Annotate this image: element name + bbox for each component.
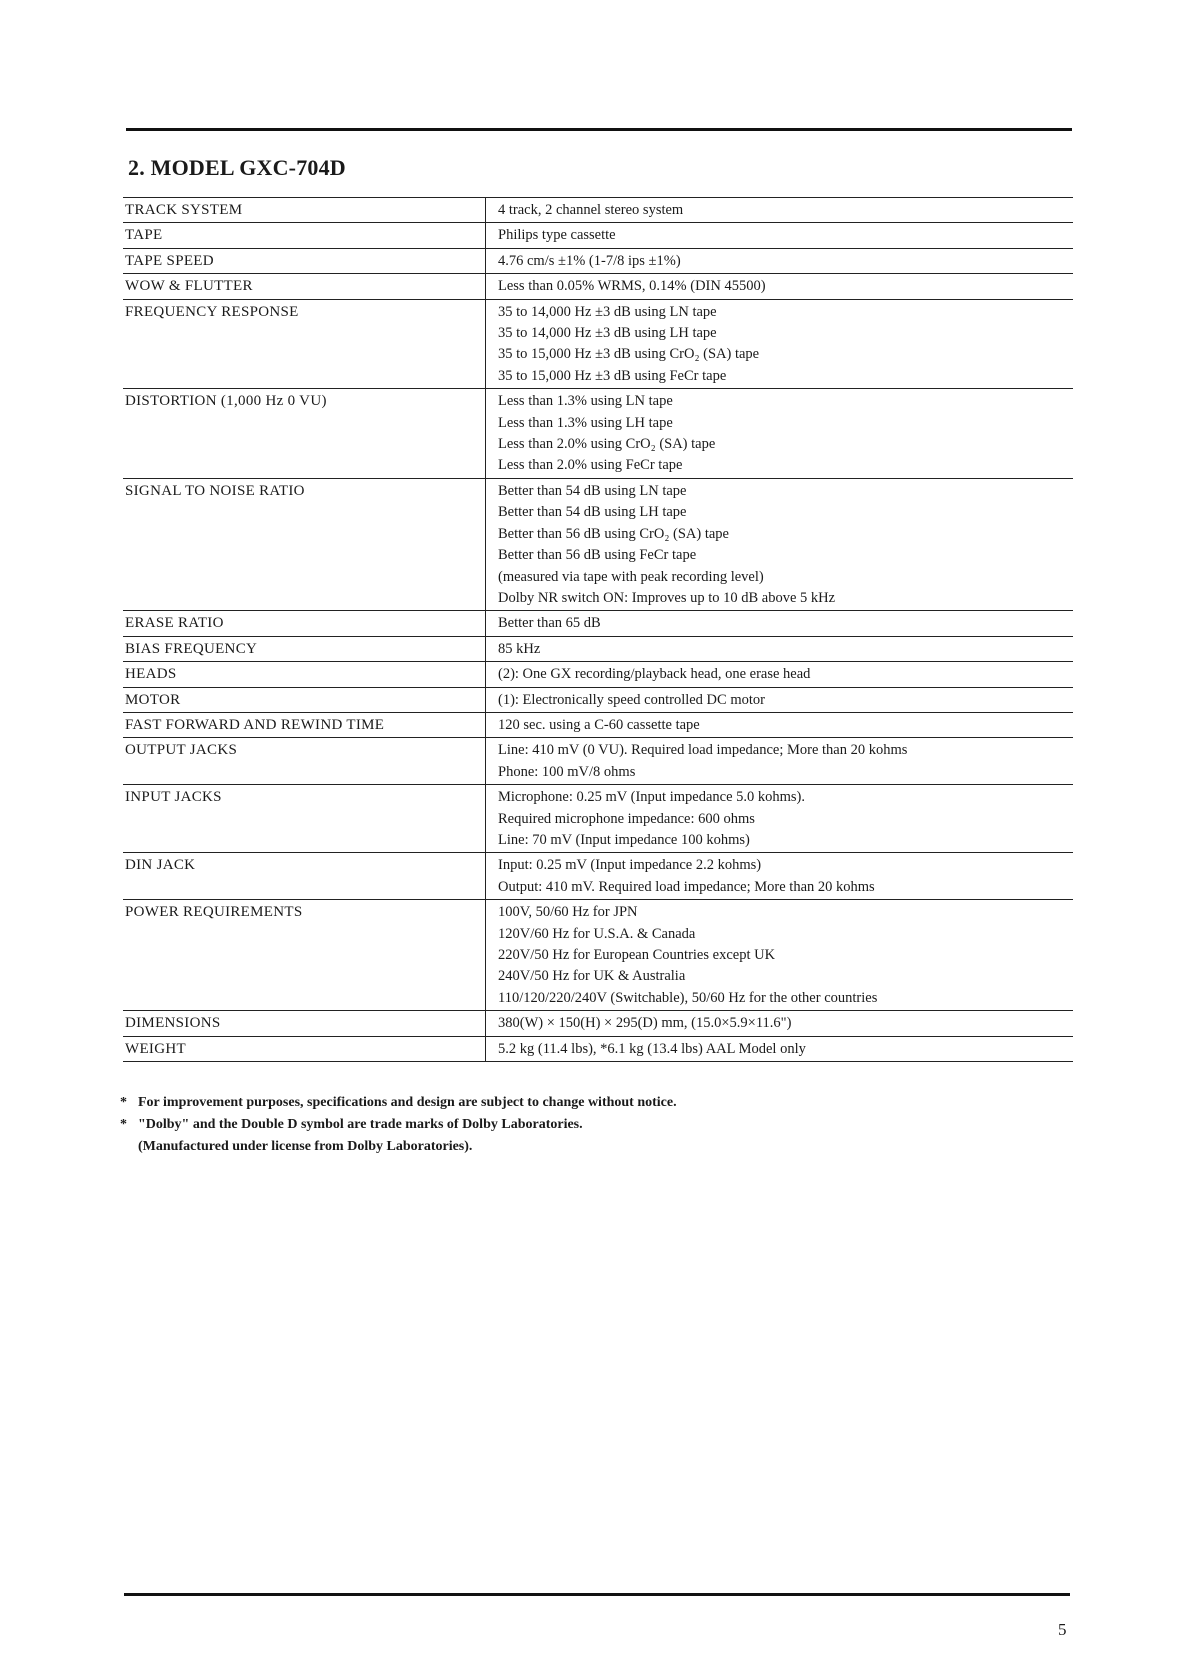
section-heading: 2. MODEL GXC-704D — [128, 155, 346, 180]
spec-values — [485, 900, 1073, 1010]
spec-row — [123, 1036, 1073, 1062]
spec-row — [123, 784, 1073, 852]
spec-values — [485, 223, 1073, 247]
spec-value-line: 380(W) × 150(H) × 295(D) mm, (15.0×5.9×11.6") — [498, 1015, 792, 1032]
spec-value-line: 120V/60 Hz for U.S.A. & Canada — [498, 925, 696, 942]
spec-values — [485, 1037, 1073, 1061]
spec-value-line: Better than 65 dB — [498, 615, 601, 632]
spec-values — [485, 479, 1073, 610]
spec-label: WOW & FLUTTER — [125, 278, 253, 295]
spec-value-line: Better than 54 dB using LN tape — [498, 482, 687, 499]
spec-value-line: Less than 2.0% using FeCr tape — [498, 457, 683, 474]
footnote-mark: * — [120, 1095, 127, 1110]
spec-value-line: (2): One GX recording/playback head, one erase head — [498, 666, 811, 683]
spec-row — [123, 610, 1073, 635]
spec-value-line: Microphone: 0.25 mV (Input impedance 5.0 kohms). — [498, 789, 805, 806]
page-number: 5 — [1058, 1620, 1067, 1639]
spec-values — [485, 738, 1073, 784]
spec-value-line: Line: 410 mV (0 VU). Required load impedance; More than 20 kohms — [498, 742, 908, 759]
spec-value-line: 35 to 14,000 Hz ±3 dB using LN tape — [498, 303, 717, 320]
spec-value-line: Less than 2.0% using CrO₂ (SA) tape — [498, 436, 716, 453]
spec-value-line: Better than 56 dB using CrO₂ (SA) tape — [498, 525, 729, 542]
spec-row — [123, 737, 1073, 784]
spec-label: POWER REQUIREMENTS — [125, 904, 303, 921]
spec-value-line: (measured via tape with peak recording level) — [498, 568, 764, 585]
spec-label: HEADS — [125, 666, 177, 683]
spec-value-line: Required microphone impedance: 600 ohms — [498, 810, 755, 827]
spec-label: MOTOR — [125, 691, 181, 708]
footnote-license — [120, 1136, 677, 1158]
footnote-improvement — [120, 1092, 677, 1114]
footnotes — [120, 1092, 677, 1158]
spec-label: TRACK SYSTEM — [125, 202, 243, 218]
spec-values — [485, 611, 1073, 635]
spec-value-line: 110/120/220/240V (Switchable), 50/60 Hz for the other countries — [498, 989, 878, 1006]
spec-value-line: 35 to 15,000 Hz ±3 dB using FeCr tape — [498, 367, 727, 384]
spec-value-line: Better than 54 dB using LH tape — [498, 504, 687, 521]
spec-values — [485, 637, 1073, 661]
spec-value-line: Better than 56 dB using FeCr tape — [498, 547, 697, 564]
spec-value-line: (1): Electronically speed controlled DC motor — [498, 691, 765, 708]
spec-label: FREQUENCY RESPONSE — [125, 303, 299, 320]
spec-value-line: Output: 410 mV. Required load impedance; More than 20 kohms — [498, 878, 875, 895]
spec-row — [123, 636, 1073, 661]
spec-label: DIMENSIONS — [125, 1015, 221, 1032]
top-rule — [126, 128, 1072, 131]
spec-value-line: 240V/50 Hz for UK & Australia — [498, 968, 686, 985]
spec-row — [123, 687, 1073, 712]
spec-row — [123, 222, 1073, 247]
spec-label: OUTPUT JACKS — [125, 742, 238, 759]
spec-value-line: 120 sec. using a C-60 cassette tape — [498, 716, 700, 733]
spec-label: TAPE SPEED — [125, 252, 214, 269]
specifications-table — [123, 197, 1073, 1062]
spec-row — [123, 248, 1073, 273]
spec-value-line: Dolby NR switch ON: Improves up to 10 dB above 5 kHz — [498, 589, 836, 606]
spec-value-line: Less than 0.05% WRMS, 0.14% (DIN 45500) — [498, 278, 766, 295]
footnote-mark: * — [120, 1117, 127, 1132]
spec-values — [485, 300, 1073, 389]
spec-row — [123, 852, 1073, 899]
spec-value-line: Input: 0.25 mV (Input impedance 2.2 kohms) — [498, 857, 762, 874]
spec-row — [123, 273, 1073, 298]
spec-value-line: Phone: 100 mV/8 ohms — [498, 763, 636, 780]
spec-value-line: Less than 1.3% using LH tape — [498, 414, 673, 431]
spec-label: FAST FORWARD AND REWIND TIME — [125, 716, 385, 733]
spec-row — [123, 388, 1073, 478]
spec-values — [485, 249, 1073, 273]
spec-row — [123, 478, 1073, 610]
spec-label: WEIGHT — [125, 1040, 186, 1057]
spec-values — [485, 389, 1073, 478]
spec-values — [485, 662, 1073, 686]
spec-value-line: 35 to 15,000 Hz ±3 dB using CrO₂ (SA) tape — [498, 346, 760, 363]
spec-values — [485, 198, 1073, 222]
spec-values — [485, 785, 1073, 852]
spec-row — [123, 197, 1073, 222]
spec-values — [485, 853, 1073, 899]
spec-values — [485, 274, 1073, 298]
spec-label: BIAS FREQUENCY — [125, 640, 258, 657]
spec-label: DISTORTION (1,000 Hz 0 VU) — [125, 393, 327, 410]
spec-row — [123, 299, 1073, 389]
spec-row — [123, 661, 1073, 686]
spec-row — [123, 712, 1073, 737]
spec-value-line: 4.76 cm/s ±1% (1-7/8 ips ±1%) — [498, 252, 681, 269]
spec-row — [123, 1010, 1073, 1035]
spec-value-line: 4 track, 2 channel stereo system — [498, 202, 684, 218]
spec-values — [485, 688, 1073, 712]
spec-value-line: Line: 70 mV (Input impedance 100 kohms) — [498, 831, 750, 848]
spec-value-line: Less than 1.3% using LN tape — [498, 393, 673, 410]
spec-value-line: 35 to 14,000 Hz ±3 dB using LH tape — [498, 325, 717, 342]
spec-label: INPUT JACKS — [125, 789, 222, 806]
spec-value-line: 5.2 kg (11.4 lbs), *6.1 kg (13.4 lbs) AAL Model only — [498, 1040, 806, 1057]
footnote-text: (Manufactured under license from Dolby Laboratories). — [138, 1139, 473, 1154]
footnote-dolby — [120, 1114, 677, 1136]
spec-value-line: 220V/50 Hz for European Countries except UK — [498, 947, 776, 963]
spec-value-line: Philips type cassette — [498, 227, 616, 244]
spec-label: TAPE — [125, 227, 163, 244]
spec-value-line: 85 kHz — [498, 640, 541, 657]
footnote-text: "Dolby" and the Double D symbol are trade marks of Dolby Laboratories. — [138, 1117, 583, 1132]
spec-row — [123, 899, 1073, 1010]
bottom-rule — [124, 1593, 1070, 1596]
footnote-text: For improvement purposes, specifications and design are subject to change without notice. — [138, 1095, 677, 1110]
spec-value-line: 100V, 50/60 Hz for JPN — [498, 904, 638, 921]
spec-label: SIGNAL TO NOISE RATIO — [125, 482, 305, 499]
spec-values — [485, 713, 1073, 737]
spec-label: DIN JACK — [125, 857, 196, 874]
spec-values — [485, 1011, 1073, 1035]
spec-label: ERASE RATIO — [125, 615, 224, 632]
